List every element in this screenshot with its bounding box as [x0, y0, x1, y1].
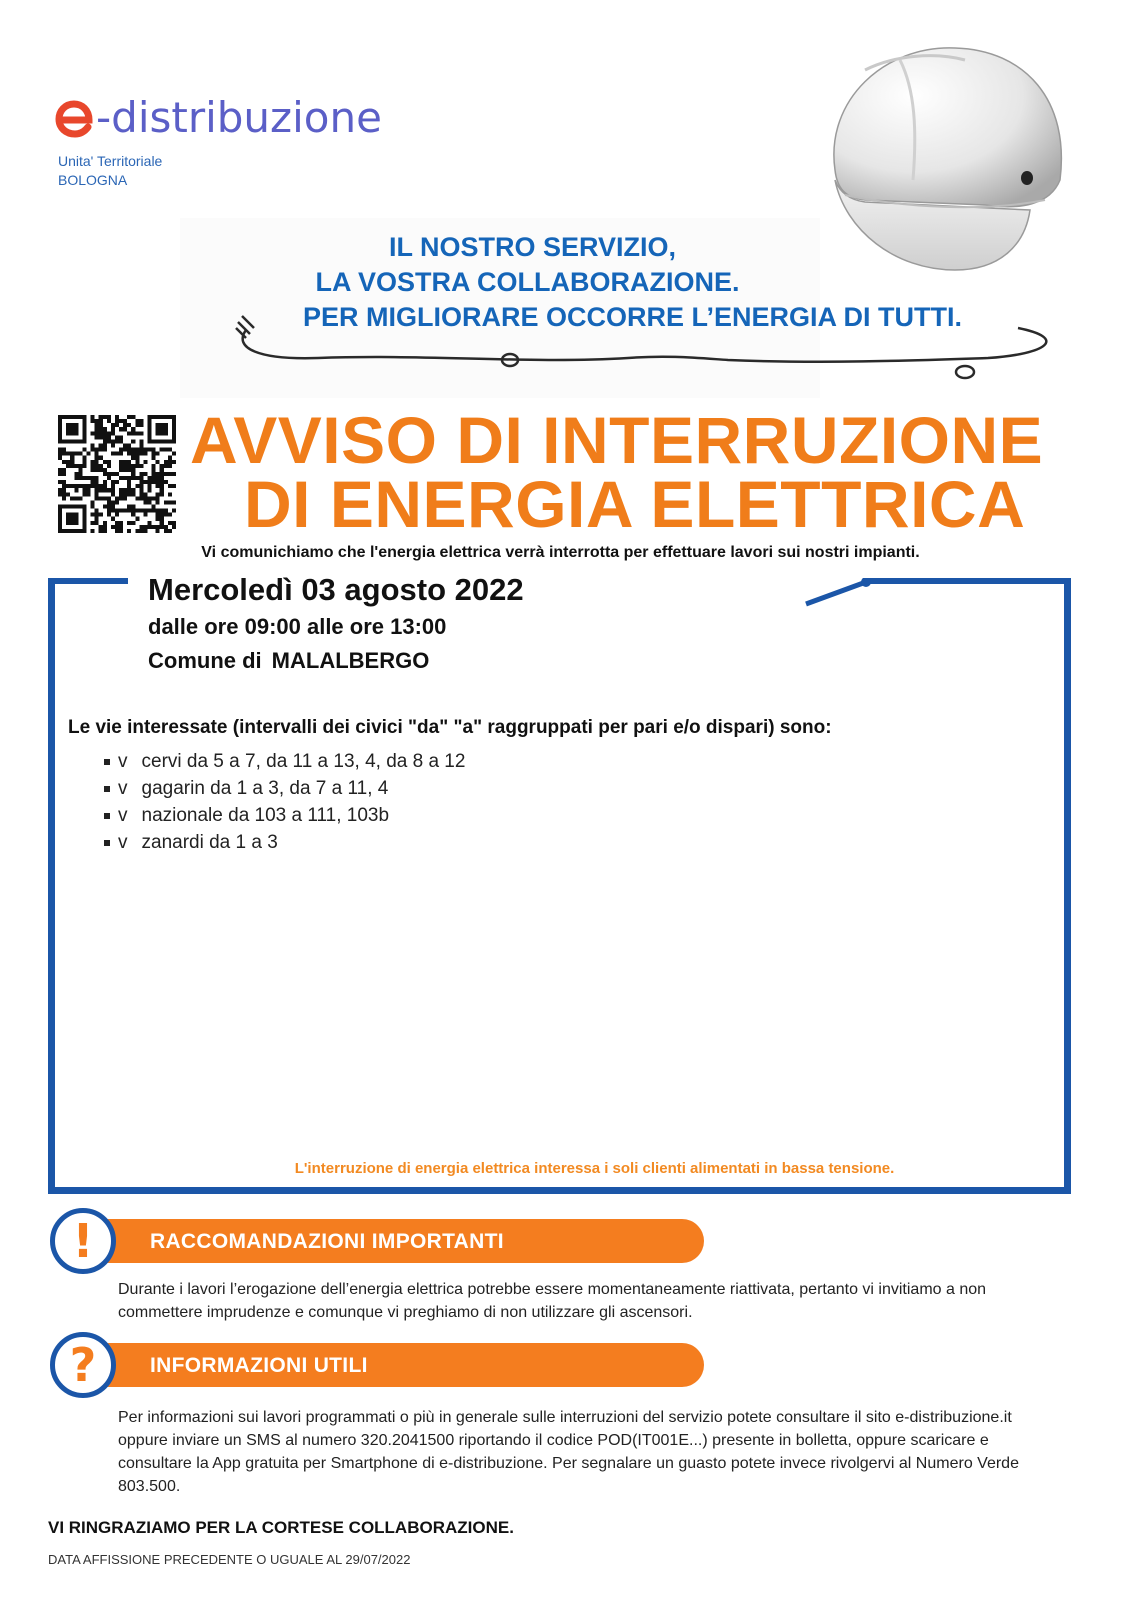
- exclamation-icon: !: [50, 1208, 116, 1274]
- info-title: INFORMAZIONI UTILI: [150, 1354, 368, 1377]
- unit-label: Unita' Territoriale: [58, 153, 163, 169]
- unit-city: BOLOGNA: [58, 172, 128, 188]
- street-entry: gagarin da 1 a 3, da 7 a 11, 4: [141, 778, 389, 799]
- street-entry: nazionale da 103 a 111, 103b: [141, 805, 390, 826]
- street-prefix: v: [118, 805, 128, 826]
- bullet-icon: [104, 759, 110, 765]
- box-clip-icon: [800, 578, 880, 608]
- recommendations-text: Durante i lavori l’erogazione dell’energia elettrica potrebbe essere momentaneamente riattivata, pertanto vi invitiamo a non commettere imprudenze e comunque vi preghiamo di non utilizzare gli ascensori.: [118, 1281, 987, 1321]
- low-voltage-note: L'interruzione di energia elettrica interessa i soli clienti alimentati in bassa tensione.: [294, 1160, 895, 1177]
- bullet-icon: [104, 813, 110, 819]
- interruption-date: Mercoledì 03 agosto 2022: [148, 572, 524, 607]
- info-text: Per informazioni sui lavori programmati o più in generale sulle interruzioni del servizio potete consultare il sito e-distribuzione.it oppure inviare un SMS al numero 320.2041500 riportando il codice POD(IT001E...) presente in bolletta, oppure scaricare e consultare la App gratuita per Smartphone di e-distribuzione. Per segnalare un guasto potete invece rivolgervi al Numero Verde 803.500.: [118, 1409, 1019, 1495]
- qr-code[interactable]: [58, 415, 176, 533]
- question-mark-icon: ?: [50, 1332, 116, 1398]
- title-line-2: DI ENERGIA ELETTRICA: [244, 467, 1026, 541]
- list-item: [104, 775, 465, 802]
- streets-list: [104, 748, 465, 856]
- logo-e-icon: [52, 96, 96, 140]
- box-top-border-left: [48, 578, 128, 584]
- street-prefix: v: [118, 751, 128, 772]
- box-top-border-right: [866, 578, 1071, 584]
- affix-date: DATA AFFISSIONE PRECEDENTE O UGUALE AL 29/07/2022: [48, 1552, 411, 1567]
- title-line-1: AVVISO DI INTERRUZIONE: [190, 403, 1044, 477]
- municipality-label: Comune di: [148, 648, 262, 673]
- e-distribuzione-logo: [52, 88, 382, 148]
- bullet-icon: [104, 840, 110, 846]
- street-prefix: v: [118, 778, 128, 799]
- list-item: [104, 829, 465, 856]
- streets-heading: Le vie interessate (intervalli dei civici "da" "a" raggruppati per pari e/o dispari) sono:: [68, 717, 832, 738]
- territorial-unit: [58, 152, 162, 190]
- power-cable-icon: [228, 308, 1068, 388]
- logo-text: -distribuzione: [96, 93, 382, 142]
- slogan-line-2: LA VOSTRA COLLABORAZIONE.: [315, 267, 740, 297]
- municipality: [148, 648, 429, 674]
- street-entry: cervi da 5 a 7, da 11 a 13, 4, da 8 a 12: [141, 751, 466, 772]
- municipality-name: MALALBERGO: [271, 648, 430, 673]
- list-item: [104, 748, 465, 775]
- bullet-icon: [104, 786, 110, 792]
- street-prefix: v: [118, 832, 128, 853]
- notice-title: [190, 403, 1090, 541]
- recommendations-title: RACCOMANDAZIONI IMPORTANTI: [150, 1230, 504, 1253]
- slogan-line-1: IL NOSTRO SERVIZIO,: [388, 232, 677, 262]
- thanks-text: VI RINGRAZIAMO PER LA CORTESE COLLABORAZIONE.: [48, 1518, 514, 1537]
- street-entry: zanardi da 1 a 3: [141, 832, 278, 853]
- intro-text: Vi comunichiamo che l'energia elettrica verrà interrotta per effettuare lavori sui nostri impianti.: [201, 544, 920, 561]
- interruption-hours: dalle ore 09:00 alle ore 13:00: [148, 614, 447, 639]
- list-item: [104, 802, 465, 829]
- slogan-line-3: PER MIGLIORARE OCCORRE L’ENERGIA DI TUTTI.: [302, 302, 963, 332]
